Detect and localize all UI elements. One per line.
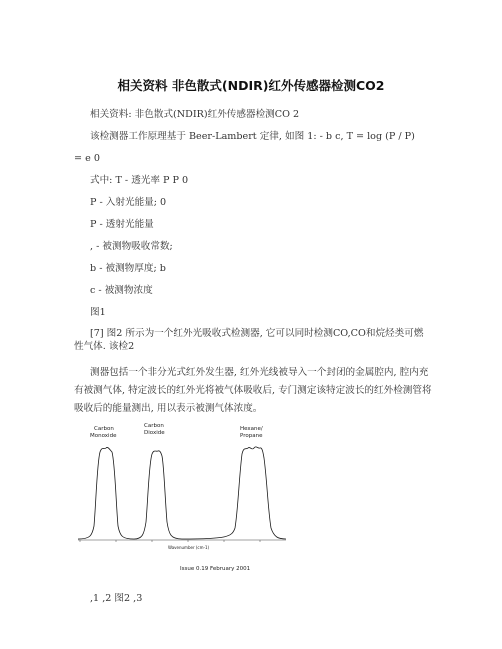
label-co2-line1: Carbon [144,423,164,429]
paragraph-p-transmitted: P - 透射光能量 [90,219,154,230]
document-title: 相关资料 非色散式(NDIR)红外传感器检测CO2 [117,78,385,93]
paragraph-absorption-const: , - 被测物吸收常数; [90,241,173,252]
label-co2-line2: Dioxide [144,430,165,436]
paragraph-detector-desc: 测器包括一个非分光式红外发生器, 红外光线被导入一个封闭的金属腔内, 腔内充有被测气体, 特定波长的红外光将被气体吸收后, 专门测定该特定波长的红外检测管将吸收后的能量测出, 用以表示被测气体浓度。 [74,367,432,414]
paragraph-source: 相关资料: 非色散式(NDIR)红外传感器检测CO 2 [90,109,300,120]
label-co-line1: Carbon [94,426,114,432]
hydrocarbon-absorption-curve [182,447,286,539]
label-co-line2: Monoxide [90,433,117,439]
x-axis-title: Wavenumber (cm-1) [168,545,210,550]
paragraph-where: 式中: T - 透光率 P P 0 [90,175,189,186]
figure-2-caption: ,1 ,2 图2 ,3 [90,593,143,604]
paragraph-p-incident: P - 入射光能量; 0 [90,197,167,208]
paragraph-figure2-intro: [7] 图2 所示为一个红外光吸收式检测器, 它可以同时检测CO,CO和烷烃类可燃性气体. 该检2 [74,328,424,352]
paragraph-formula-cont: = e 0 [74,153,100,164]
label-hc-line1: Hexane/ [240,426,263,432]
co2-absorption-curve [134,451,182,539]
figure-1-label: 图1 [90,307,106,318]
absorption-spectrum-figure [72,418,308,578]
label-hc-line2: Propane [240,433,263,439]
paragraph-principle: 该检测器工作原理基于 Beer-Lambert 定律, 如图 1: - b c, T = log (P / P) [90,131,415,142]
co-absorption-curve [78,447,134,539]
paragraph-concentration: c - 被测物浓度 [90,285,153,296]
spectrum-svg [72,418,308,578]
issue-note: Issue 0.19 February 2001 [180,566,251,572]
paragraph-thickness: b - 被测物厚度; b [90,263,166,274]
